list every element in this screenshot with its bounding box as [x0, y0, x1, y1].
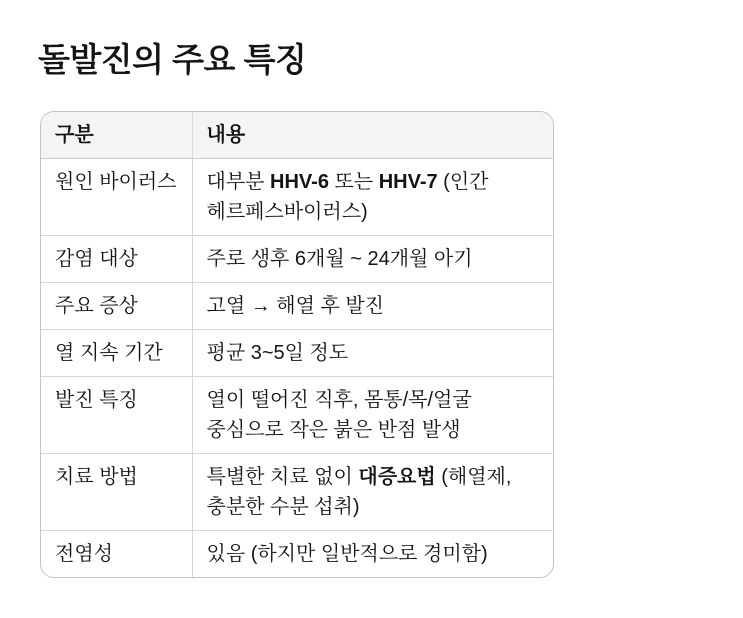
table-row [41, 283, 553, 330]
table-row [41, 377, 553, 454]
content-cell: 평균 3~5일 정도 [192, 330, 553, 377]
content-cell: 대부분 HHV-6 또는 HHV-7 (인간 헤르페스바이러스) [192, 159, 553, 236]
content-cell: 있음 (하지만 일반적으로 경미함) [192, 531, 553, 578]
column-header-content: 내용 [192, 112, 553, 159]
category-cell: 치료 방법 [41, 454, 192, 531]
table-row [41, 159, 553, 236]
category-cell: 전염성 [41, 531, 192, 578]
category-cell: 열 지속 기간 [41, 330, 192, 377]
category-cell: 원인 바이러스 [55, 171, 177, 193]
content-cell: 특별한 치료 없이 대증요법 (해열제, 충분한 수분 섭취) [192, 454, 553, 531]
category-cell: 주요 증상 [41, 283, 192, 330]
table-row [41, 330, 553, 377]
header-row [41, 112, 553, 159]
page-title: 돌발진의 주요 특징 [38, 41, 307, 78]
table-row [41, 454, 553, 531]
table-row [41, 531, 553, 578]
column-header-category: 구분 [41, 112, 192, 159]
feature-table-body [41, 159, 553, 578]
content-cell: 열이 떨어진 직후, 몸통/목/얼굴 중심으로 작은 붉은 반점 발생 [192, 377, 553, 454]
feature-table-header [41, 112, 553, 159]
content-cell: 고열 → 해열 후 발진 [192, 283, 553, 330]
category-cell: 발진 특징 [41, 377, 192, 454]
content-cell: 주로 생후 6개월 ~ 24개월 아기 [192, 236, 553, 283]
feature-table [41, 112, 553, 577]
feature-table-container [40, 111, 554, 578]
table-row [41, 236, 553, 283]
category-cell: 감염 대상 [41, 236, 192, 283]
